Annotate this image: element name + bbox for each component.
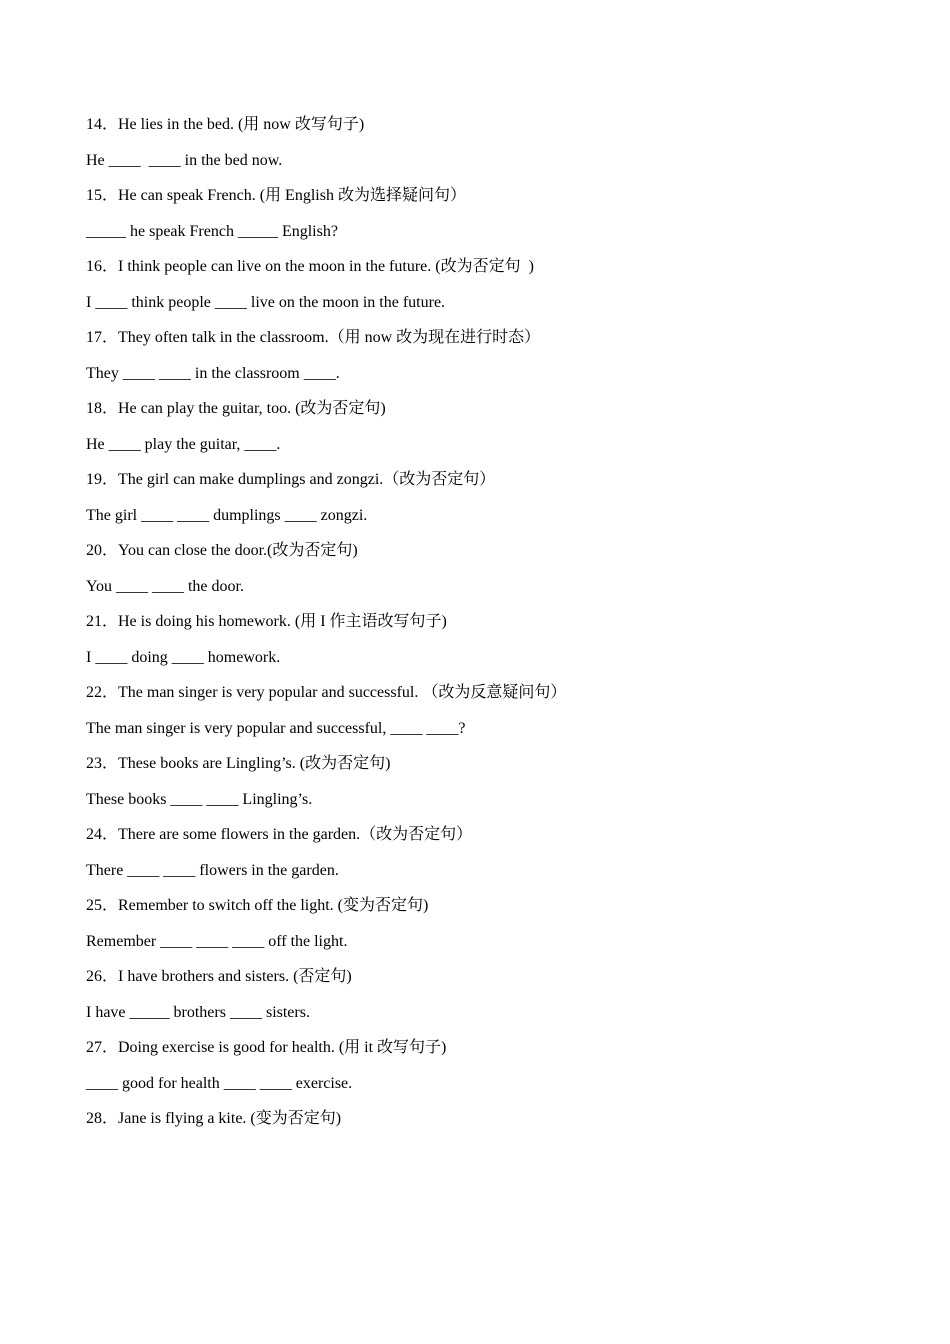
answer-27: ____ good for health ____ ____ exercise.: [86, 1074, 353, 1092]
answer-16: I ____ think people ____ live on the moon in the future.: [86, 293, 446, 311]
answer-26: I have _____ brothers ____ sisters.: [86, 1003, 310, 1021]
question-27: 27．Doing exercise is good for health. (用 it 改写句子): [86, 1039, 447, 1056]
answer-17: They ____ ____ in the classroom ____.: [86, 364, 340, 382]
answer-14: He ____ ____ in the bed now.: [86, 151, 283, 169]
answer-20: You ____ ____ the door.: [86, 577, 244, 595]
question-24: 24．There are some flowers in the garden.（改为否定句）: [86, 826, 473, 843]
question-18: 18．He can play the guitar, too. (改为否定句): [86, 400, 386, 417]
answer-19: The girl ____ ____ dumplings ____ zongzi.: [86, 506, 368, 524]
answer-22: The man singer is very popular and successful, ____ ____?: [86, 719, 466, 737]
question-14: 14．He lies in the bed. (用 now 改写句子): [86, 116, 365, 133]
answer-23: These books ____ ____ Lingling’s.: [86, 790, 313, 808]
exercise-list: [86, 114, 906, 1144]
question-20: 20．You can close the door.(改为否定句): [86, 542, 358, 559]
question-15: 15．He can speak French. (用 English 改为选择疑问句）: [86, 187, 466, 204]
question-17: 17．They often talk in the classroom.（用 now 改为现在进行时态）: [86, 329, 541, 346]
answer-18: He ____ play the guitar, ____.: [86, 435, 281, 453]
question-28: 28．Jane is flying a kite. (变为否定句): [86, 1110, 342, 1127]
answer-24: There ____ ____ flowers in the garden.: [86, 861, 339, 879]
answer-15: _____ he speak French _____ English?: [86, 222, 338, 240]
question-19: 19．The girl can make dumplings and zongzi.（改为否定句）: [86, 471, 496, 488]
question-26: 26．I have brothers and sisters. (否定句): [86, 968, 352, 985]
question-21: 21．He is doing his homework. (用 I 作主语改写句子): [86, 613, 447, 630]
question-16: 16．I think people can live on the moon in the future. (改为否定句 ): [86, 258, 534, 275]
question-25: 25．Remember to switch off the light. (变为否定句): [86, 897, 429, 914]
question-22: 22．The man singer is very popular and successful. （改为反意疑问句）: [86, 684, 567, 701]
answer-21: I ____ doing ____ homework.: [86, 648, 281, 666]
question-23: 23．These books are Lingling’s. (改为否定句): [86, 755, 391, 772]
answer-25: Remember ____ ____ ____ off the light.: [86, 932, 348, 950]
